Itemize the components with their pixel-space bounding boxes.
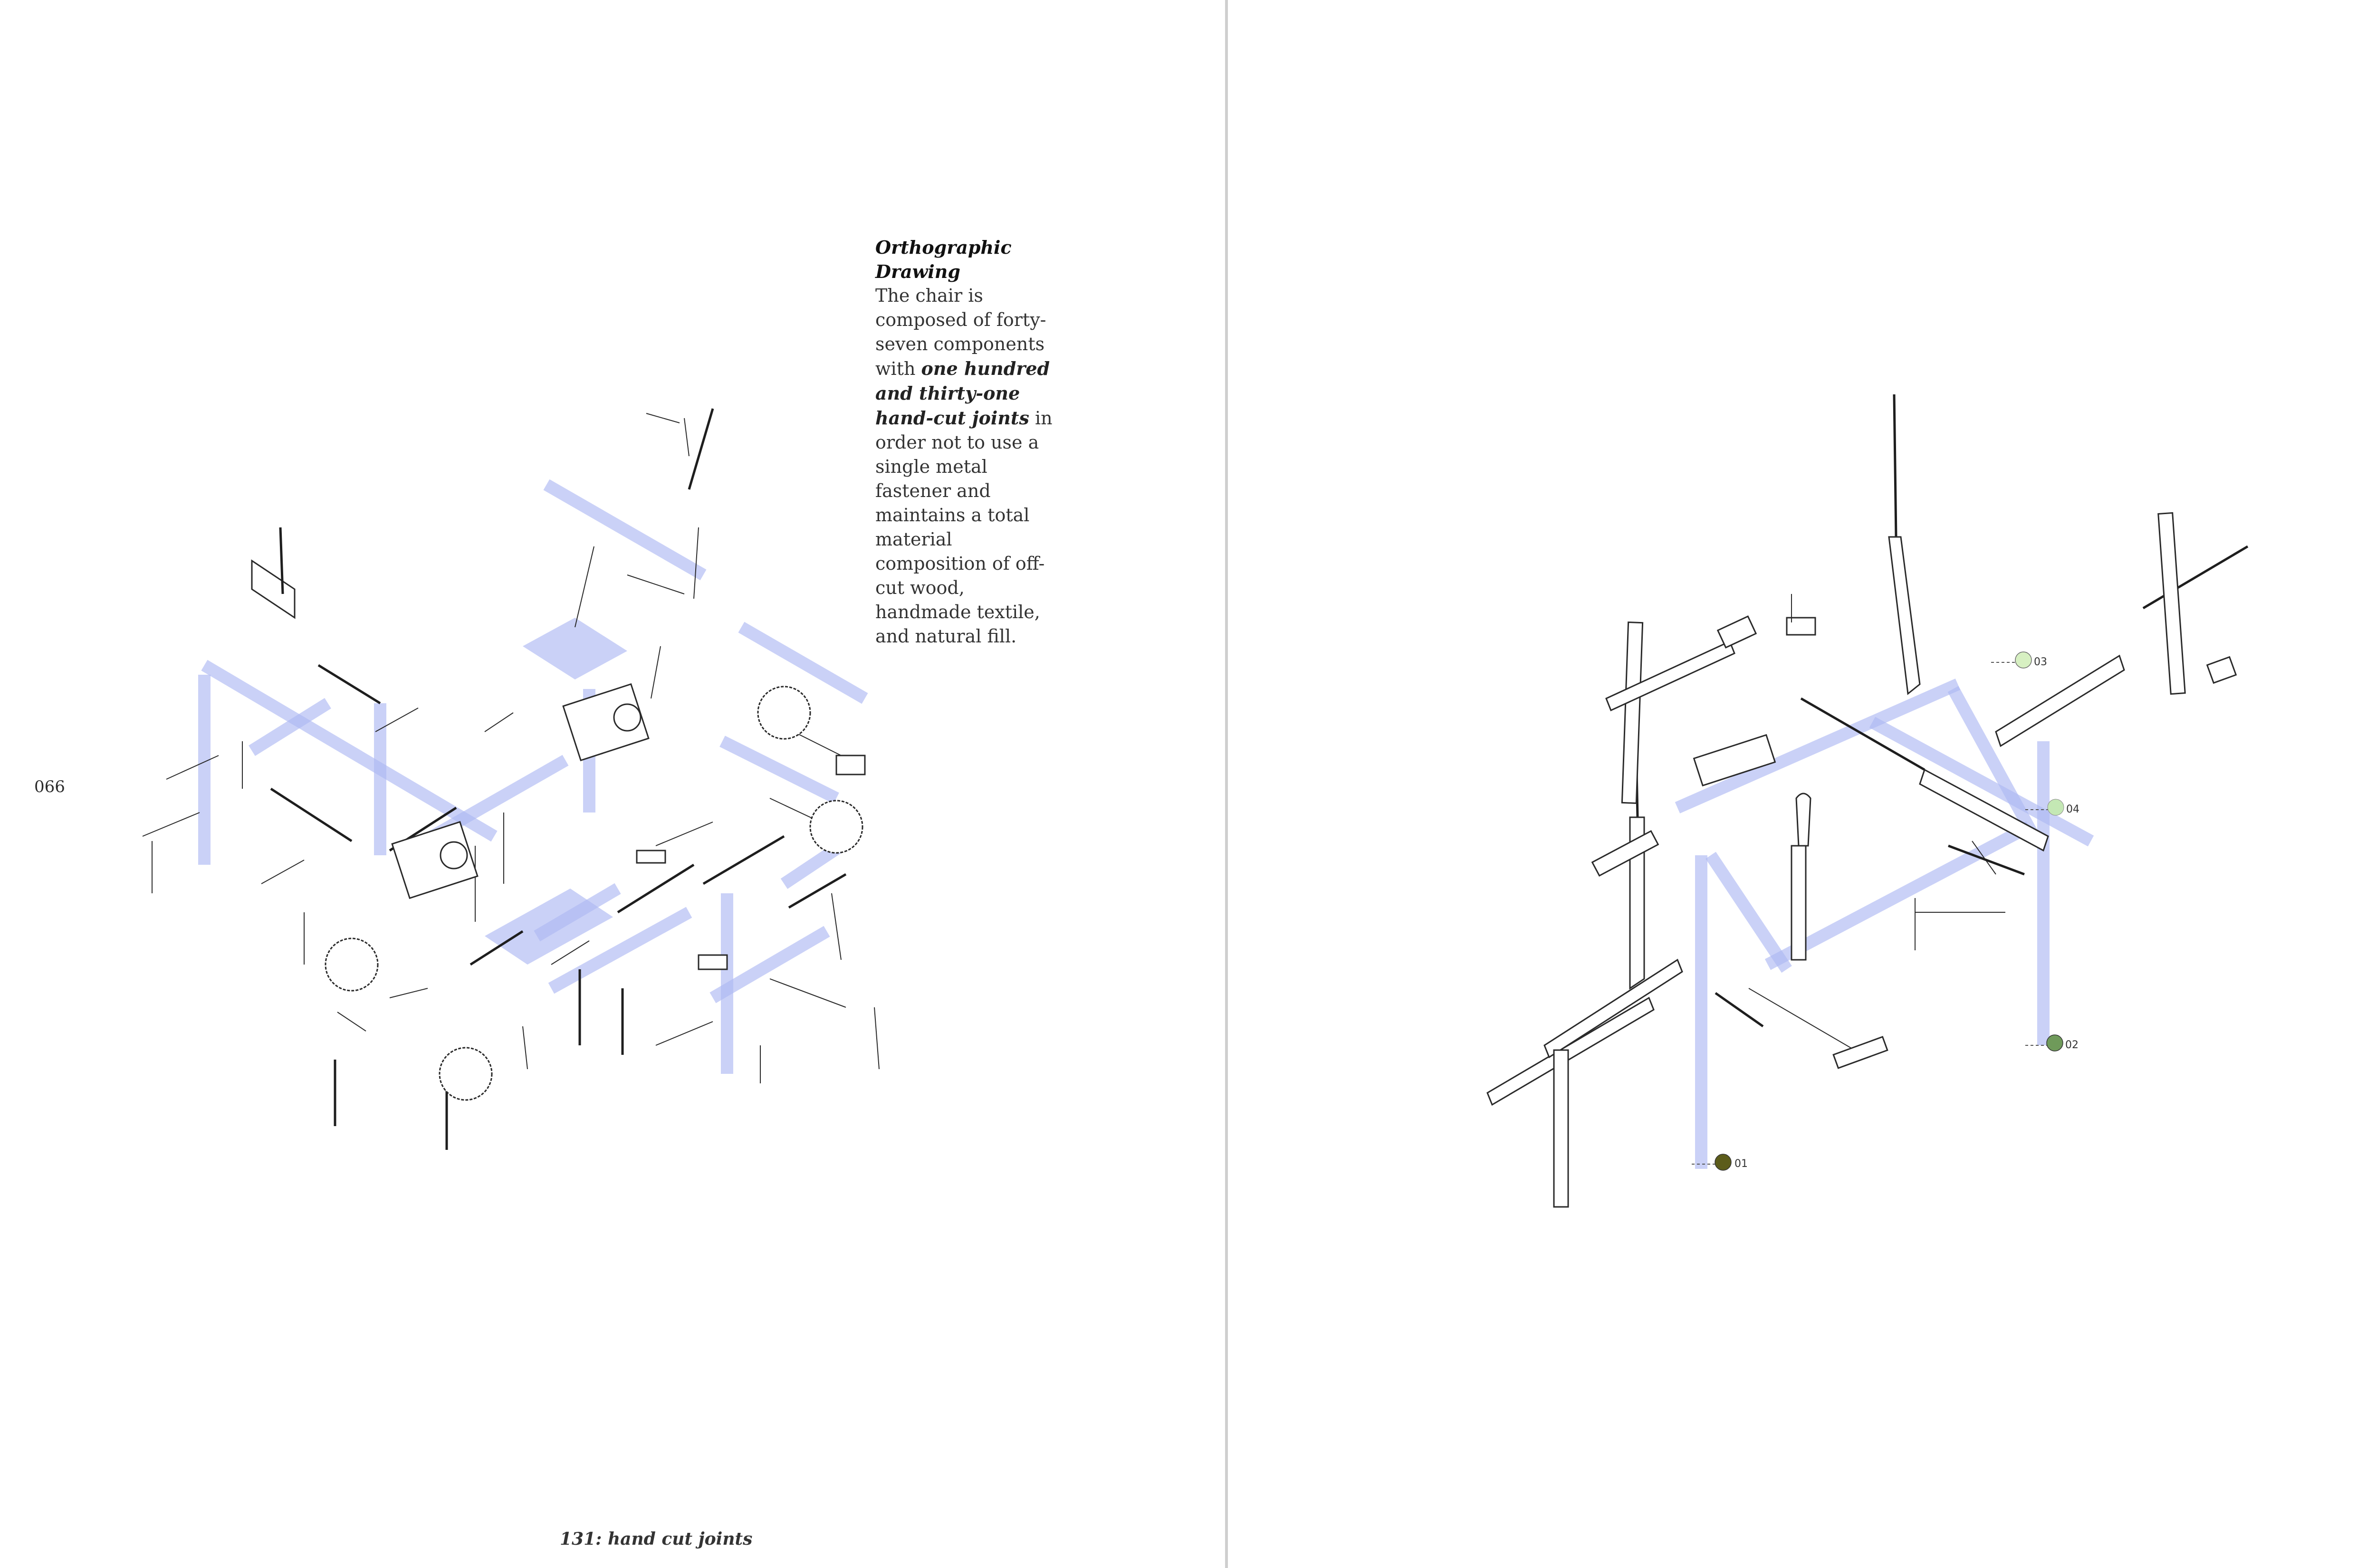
hand-tools <box>143 409 879 1150</box>
footer-title: 131: hand cut joints <box>560 1529 753 1549</box>
marker-label-02: 02 <box>2065 1039 2079 1051</box>
chair-tools <box>1487 394 2248 1207</box>
caption-title: Orthographic Drawing <box>875 237 1012 282</box>
marker-label-01: 01 <box>1734 1158 1748 1170</box>
marker-label-03: 03 <box>2034 656 2047 668</box>
assembled-chair-drawing <box>1426 371 2328 1368</box>
marker-dot-01 <box>1715 1154 1731 1170</box>
marker-label-04: 04 <box>2066 803 2079 815</box>
marker-02 <box>2025 1035 2079 1051</box>
marker-dot-02 <box>2047 1035 2063 1051</box>
marker-dot-04 <box>2048 799 2064 815</box>
caption-emphasis: one hundred and thirty-one hand-cut joints <box>875 358 1050 429</box>
caption-text-2: in order not to use a single metal fastener and maintains a total material composition of off-cut wood, handmade textile, and natural fill. <box>875 408 1053 647</box>
caption-text-1: The chair is composed of forty-seven components with <box>875 285 1046 379</box>
marker-dot-03 <box>2015 652 2031 668</box>
exploded-axonometric-drawing <box>95 371 974 1202</box>
page-number-left: 066 <box>34 777 65 796</box>
chair-components-blue <box>204 485 865 1074</box>
marker-03 <box>1991 652 2047 668</box>
